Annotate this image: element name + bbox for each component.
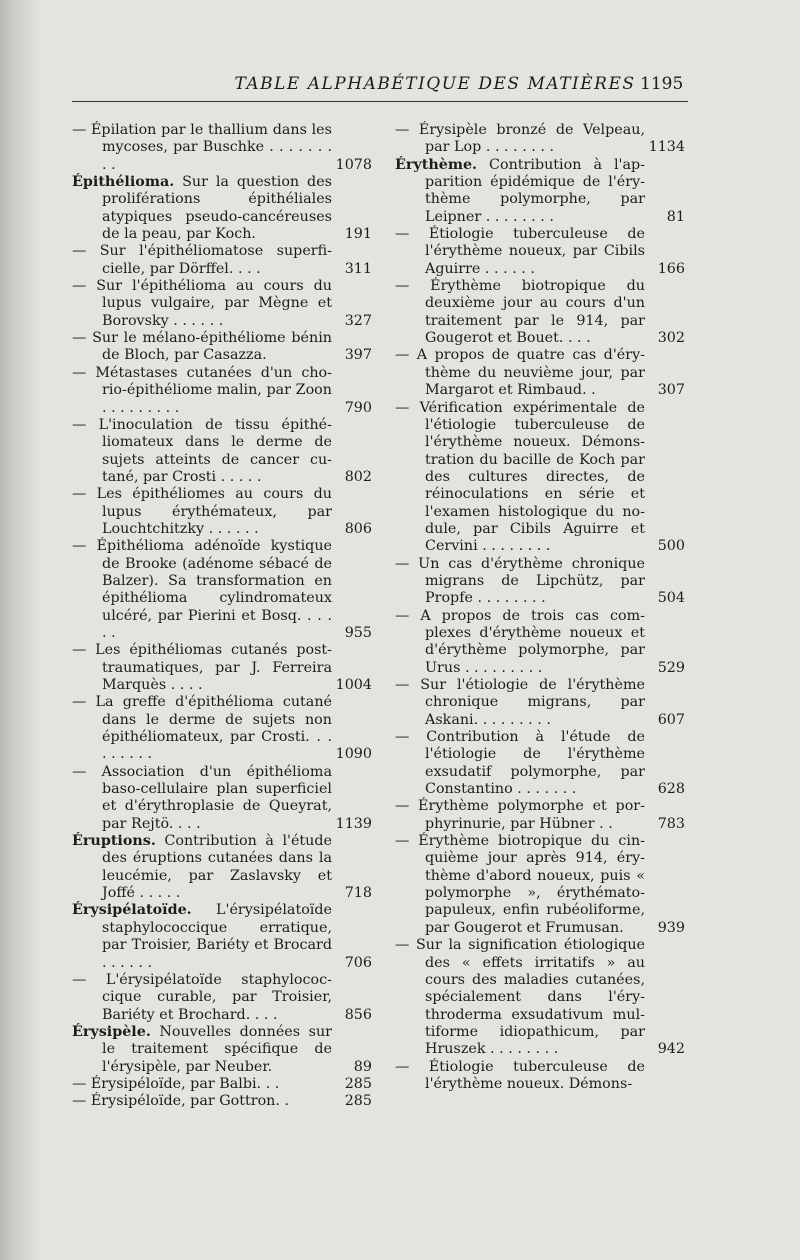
index-entry [395, 608, 685, 677]
entry-text: — L'érysipélatoïde staphylococcique curable, par Troisier, Bariéty et Brochard. . . . [72, 971, 332, 1023]
index-entry [395, 347, 685, 399]
entry-text: Contribution à l'étude des éruptions cutanées dans la leucémie, par Zaslavsky et Joffé . . . . . [102, 833, 332, 902]
entry-text: Sur la question des proliférations épithéliales atypiques pseudo-cancéreuses de la peau, par Koch. [102, 174, 332, 243]
entry-text: — Érysipéloïde, par Balbi. . . [72, 1075, 280, 1092]
index-entry [395, 556, 685, 608]
entry-page-number: 1134 [648, 139, 685, 156]
index-entry [72, 972, 372, 1024]
entry-text: — A propos de trois cas complexes d'érythème noueux et d'érythème polymorphe, par Urus . . . . . . . . . [395, 607, 645, 676]
entry-text: — Sur la signification étiologique des « effets irritatifs » au cours des maladies cutanées, spécialement dans l'érythroderma exsudativum multiforme idiopathicum, par Hruszek . . . . . . . . [395, 937, 645, 1058]
entry-heading: Épithélioma. [72, 174, 175, 191]
index-entry [395, 157, 685, 226]
index-entry [395, 122, 685, 157]
entry-text: — Érythème polymorphe et porphyrinurie, par Hübner . . [395, 798, 645, 832]
entry-heading: Érysipèle. [72, 1023, 151, 1040]
index-entry [72, 833, 372, 902]
entry-page-number: 790 [344, 399, 372, 416]
entry-text: — A propos de quatre cas d'érythème du neuvième jour, par Margarot et Rimbaud. . [395, 347, 645, 399]
entry-page-number: 166 [657, 260, 685, 277]
entry-page-number: 607 [657, 711, 685, 728]
index-entry [72, 1076, 372, 1093]
entry-text: — Association d'un épithélioma baso-cellulaire plan superficiel et d'érythroplasie de Queyrat, par Rejtö. . . . [72, 763, 332, 832]
entry-page-number: 942 [657, 1041, 685, 1058]
index-entry [72, 486, 372, 538]
left-column [72, 122, 372, 1111]
entry-text: — Un cas d'érythème chronique migrans de Lipchütz, par Propfe . . . . . . . . [395, 555, 645, 607]
entry-text: — Épithélioma adénoïde kystique de Brooke (adénome sébacé de Balzer). Sa transformation en épithélioma cylindromateux ulcéré, par Pierini et Bosq. . . . . . [72, 538, 332, 641]
index-entry [72, 902, 372, 971]
index-entry [72, 642, 372, 694]
entry-page-number: 1004 [335, 677, 372, 693]
entry-text: L'érysipélatoïde staphylococcique erratique, par Troisier, Bariéty et Brocard . . . . . . [102, 902, 332, 971]
book-spine-shadow [0, 0, 40, 1260]
header-rule [72, 101, 688, 102]
index-entry [395, 833, 685, 937]
entry-text: — Sur le mélano-épithéliome bénin de Bloch, par Casazza. [72, 330, 332, 364]
entry-text: Nouvelles données sur le traitement spécifique de l'érysipèle, par Neuber. [102, 1023, 332, 1075]
entry-text: — Sur l'épithélioma au cours du lupus vulgaire, par Mègne et Borovsky . . . . . . [72, 278, 332, 329]
entry-page-number: 89 [353, 1058, 372, 1075]
entry-heading: Érysipélatoïde. [72, 902, 192, 919]
entry-page-number: 529 [657, 659, 685, 676]
entry-page-number: 302 [657, 330, 685, 347]
entry-page-number: 718 [344, 885, 372, 902]
entry-text: — Métastases cutanées d'un chorio-épithéliome malin, par Zoon . . . . . . . . . [72, 364, 332, 416]
index-entry [72, 330, 372, 365]
entry-page-number: 628 [657, 781, 685, 798]
index-entry [72, 1093, 372, 1110]
entry-page-number: 285 [344, 1093, 372, 1110]
index-entry [395, 798, 685, 833]
entry-page-number: 397 [344, 347, 372, 364]
page-number: 1195 [640, 74, 684, 94]
entry-page-number: 806 [344, 520, 372, 537]
entry-text: — Érythème biotropique du deuxième jour au cours d'un traitement par le 914, par Gougerot et Bouet. . . . [395, 278, 645, 347]
entry-page-number: 285 [344, 1075, 372, 1092]
entry-text: — Érysipèle bronzé de Velpeau, par Lop . . . . . . . . [395, 122, 645, 156]
index-entry [395, 278, 685, 347]
entry-text: — Vérification expérimentale de l'étiologie tuberculeuse de l'érythème noueux. Démonstration du bacille de Koch par des cultures directes, de réinoculations en série et l'examen histologique du nodule, par Cibils Aguirre et Cervini . . . . . . . . [395, 399, 645, 555]
entry-text: — Les épithéliomas cutanés post-traumatiques, par J. Ferreira Marquès . . . . [72, 642, 332, 693]
index-entry [72, 694, 372, 763]
index-entry [72, 417, 372, 486]
index-entry [72, 764, 372, 833]
entry-text: — Sur l'étiologie de l'érythème chronique migrans, par Askani. . . . . . . . . [395, 677, 645, 728]
entry-page-number: 504 [657, 590, 685, 607]
page-header-title: TABLE ALPHABÉTIQUE DES MATIÈRES [234, 74, 636, 94]
entry-page-number: 1078 [335, 156, 372, 173]
entry-heading: Érythème. [395, 156, 478, 173]
index-entry [72, 243, 372, 278]
entry-page-number: 327 [344, 312, 372, 329]
index-entry [72, 1024, 372, 1076]
entry-page-number: 307 [657, 382, 685, 399]
index-entry [395, 729, 685, 798]
entry-page-number: 783 [657, 815, 685, 832]
index-entry [395, 937, 685, 1058]
entry-page-number: 706 [344, 954, 372, 971]
entry-text: — La greffe d'épithélioma cutané dans le derme de sujets non épithéliomateux, par Crosti. . . . . . . . . [72, 694, 332, 763]
index-entry [72, 122, 372, 174]
entry-heading: Éruptions. [72, 833, 156, 850]
entry-page-number: 856 [344, 1006, 372, 1023]
right-column [395, 122, 685, 1093]
entry-page-number: 939 [657, 919, 685, 936]
entry-page-number: 191 [344, 226, 372, 243]
entry-text: — L'inoculation de tissu épithéliomateux dans le derme de sujets atteints de cancer cutané, par Crosti . . . . . [72, 416, 332, 485]
entry-text: — Épilation par le thallium dans les mycoses, par Buschke . . . . . . . . . [72, 122, 332, 173]
entry-page-number: 311 [344, 260, 372, 277]
entry-page-number: 802 [344, 468, 372, 485]
entry-text: — Étiologie tuberculeuse de l'érythème noueux. Démons- [395, 1058, 645, 1092]
entry-text: — Érythème biotropique du cinquième jour après 914, érythème d'abord noueux, puis « polymorphe », érythématopapuleux, enfin rubéoliforme, par Gougerot et Frumusan. [395, 833, 645, 936]
entry-text: — Contribution à l'étude de l'étiologie de l'érythème exsudatif polymorphe, par Constantino . . . . . . . [395, 729, 645, 798]
entry-page-number: 1139 [335, 815, 372, 832]
index-entry [72, 538, 372, 642]
entry-text: — Érysipéloïde, par Gottron. . [72, 1093, 290, 1110]
index-entry [395, 226, 685, 278]
index-entry [72, 278, 372, 330]
entry-page-number: 500 [657, 538, 685, 555]
entry-page-number: 1090 [335, 746, 372, 763]
entry-text: — Sur l'épithéliomatose superficielle, par Dörffel. . . . [72, 243, 332, 277]
entry-page-number: 81 [666, 208, 685, 225]
index-entry [395, 677, 685, 729]
entry-text: Contribution à l'apparition épidémique de l'érythème polymorphe, par Leipner . . . . . . . . [425, 156, 645, 225]
index-entry [395, 1059, 685, 1094]
index-entry [72, 365, 372, 417]
entry-text: — Étiologie tuberculeuse de l'érythème noueux, par Cibils Aguirre . . . . . . [395, 226, 645, 277]
index-entry [72, 174, 372, 243]
index-entry [395, 400, 685, 556]
entry-page-number: 955 [344, 624, 372, 641]
entry-text: — Les épithéliomes au cours du lupus érythémateux, par Louchtchitzky . . . . . . [72, 486, 332, 537]
